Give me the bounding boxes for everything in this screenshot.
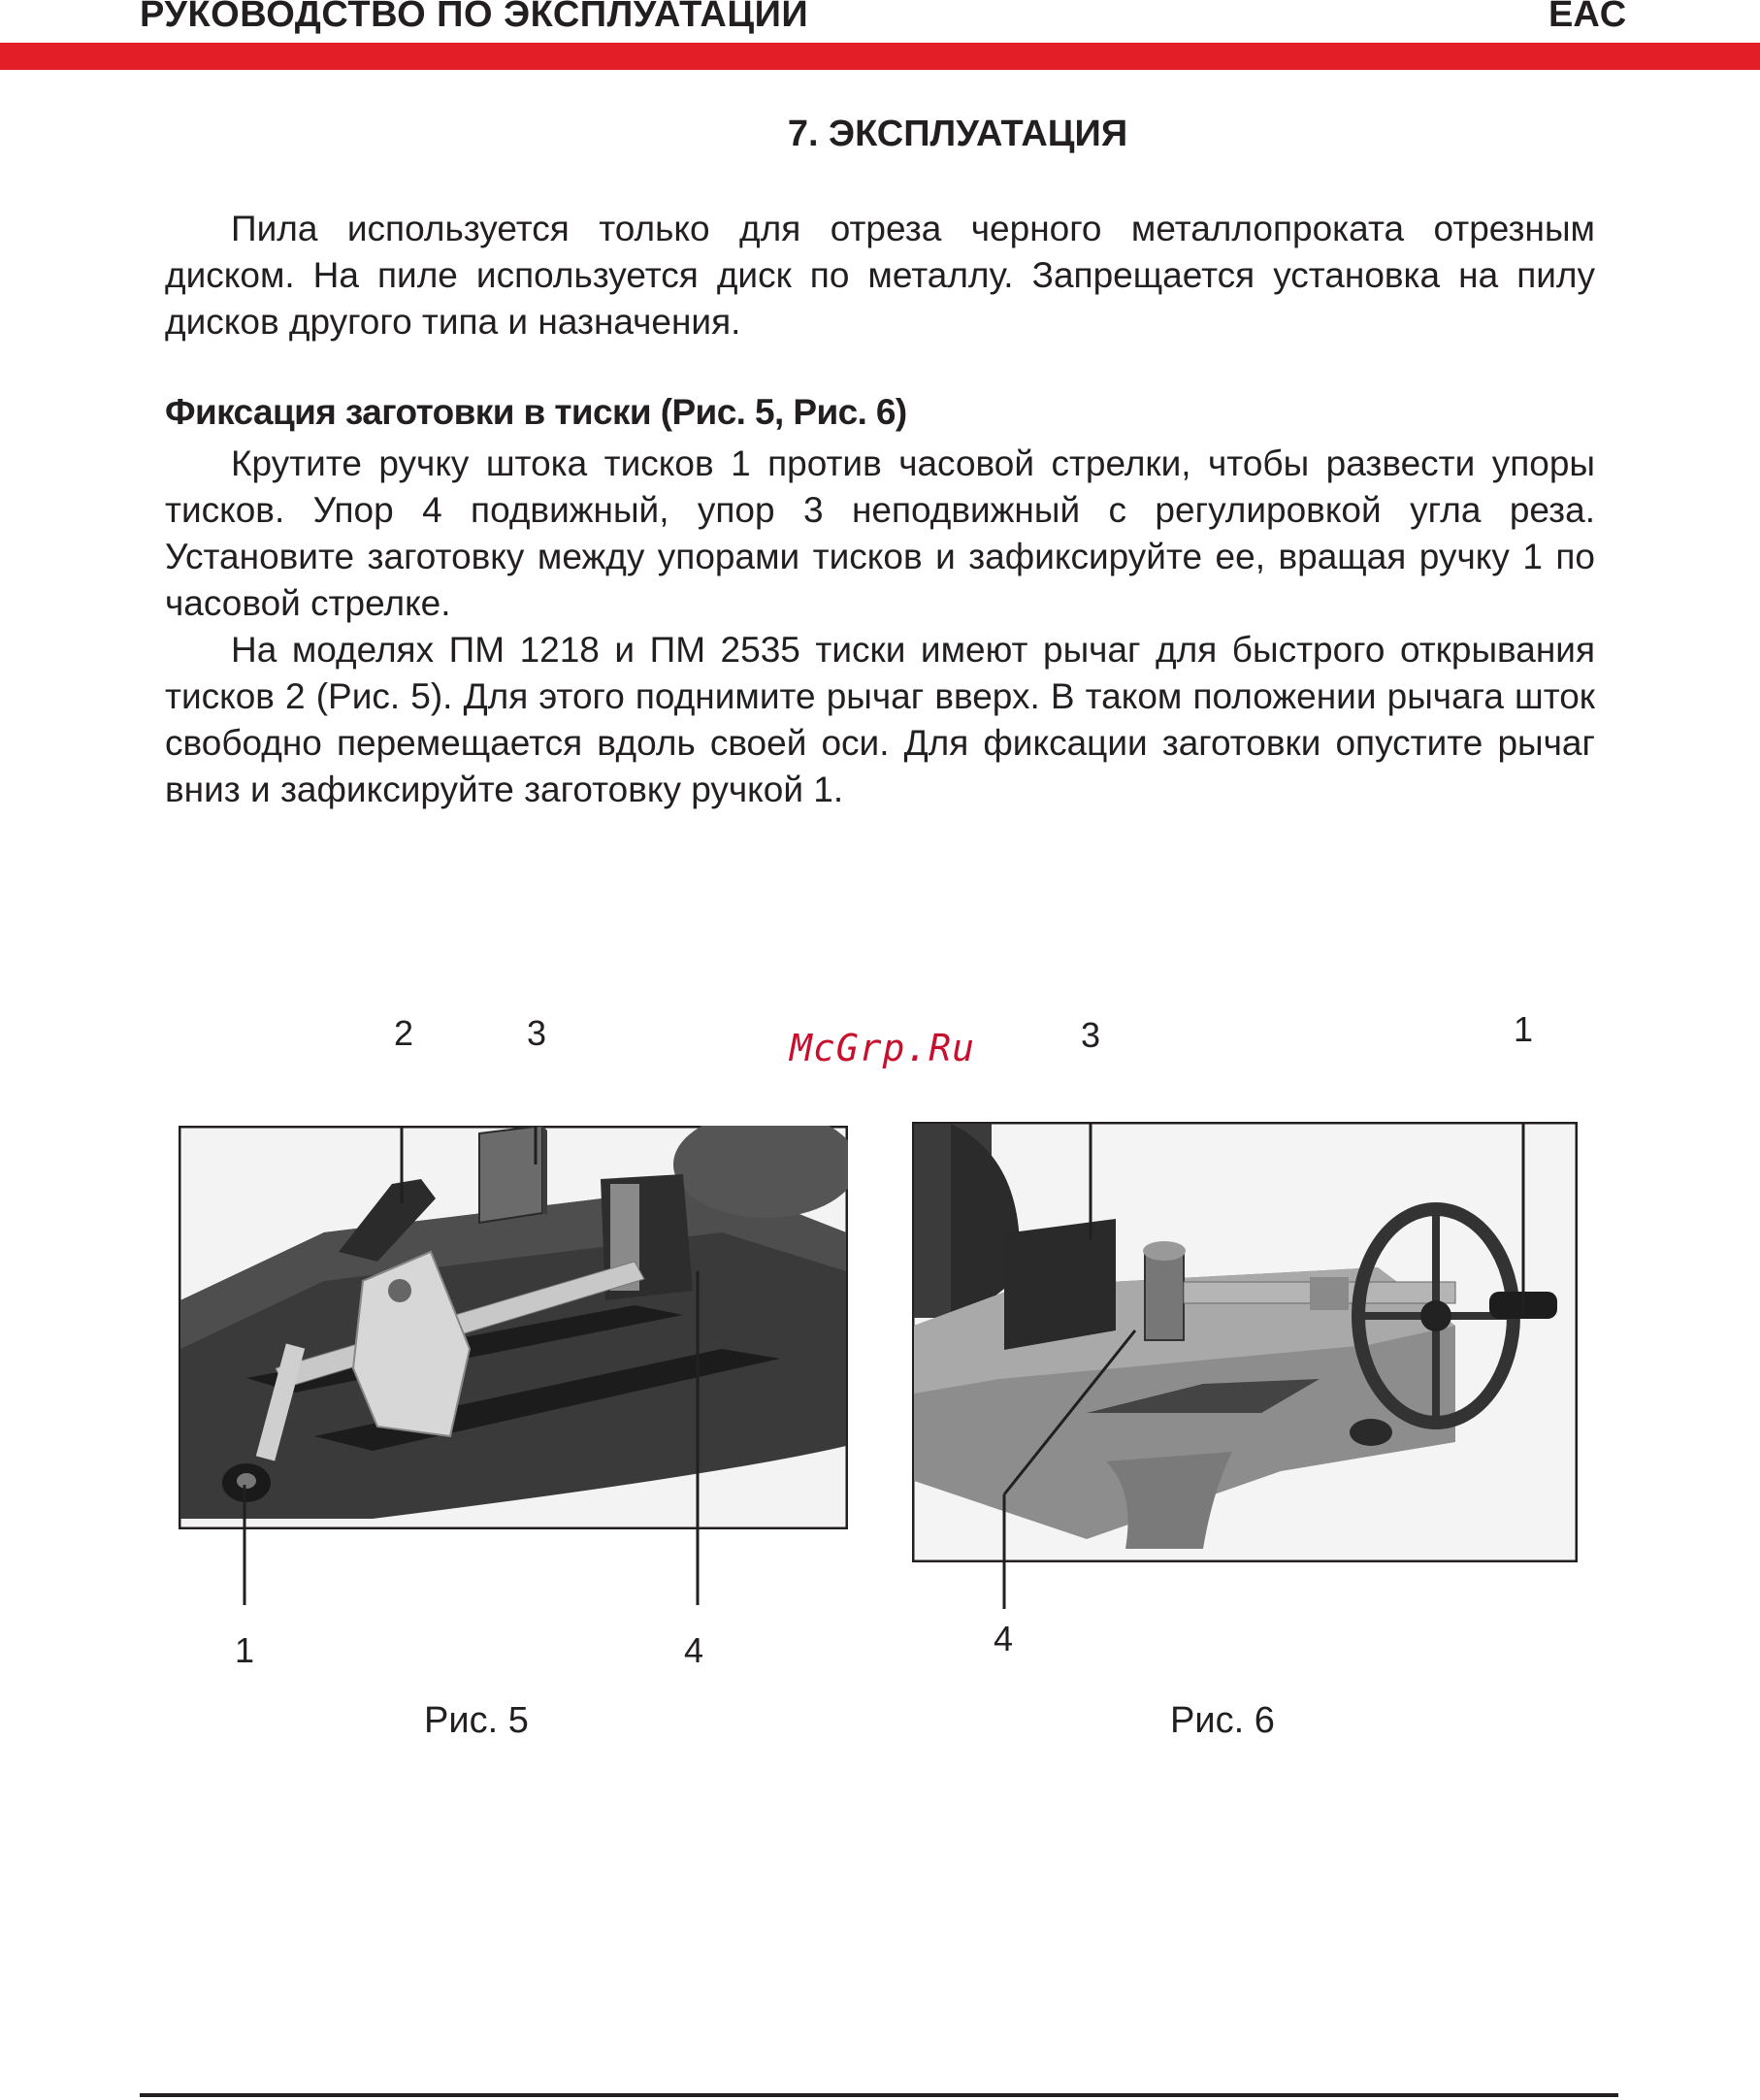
figure-5-caption: Рис. 5 <box>424 1700 529 1741</box>
intro-paragraph: Пила используется только для отреза черного металлопроката отрезным диском. На пиле используется диск по металлу. Запрещается установка на пилу дисков другого типа и назначения. <box>165 209 1595 342</box>
figure-5-leader-tails <box>179 1529 848 1607</box>
figure-6-illustration <box>912 1122 1578 1562</box>
footer-rule <box>140 2093 1618 2097</box>
fig6-callout-4: 4 <box>994 1619 1014 1658</box>
vise-subheading: Фиксация заготовки в тиски (Рис. 5, Рис. 6) <box>165 392 907 432</box>
figure-6-caption: Рис. 6 <box>1170 1700 1275 1741</box>
fig6-callout-1: 1 <box>1514 1009 1534 1049</box>
fig5-callout-2: 2 <box>394 1013 414 1053</box>
quick-release-paragraph: На моделях ПМ 1218 и ПМ 2535 тиски имеют рычаг для быстрого открывания тисков 2 (Рис. 5). Для этого поднимите рычаг вверх. В таком положении рычага шток свободно перемещается вдоль своей оси. Для фиксации заготовки опустите рычаг вниз и зафиксируйте заготовку ручкой 1. <box>165 630 1595 809</box>
fig5-callout-4: 4 <box>684 1630 704 1670</box>
fig6-callout-3: 3 <box>1081 1015 1101 1055</box>
fig5-callout-1: 1 <box>235 1630 255 1670</box>
figure-5-illustration <box>179 1126 848 1529</box>
figure-5-vise-photo <box>179 1126 848 1529</box>
vise-paragraph: Крутите ручку штока тисков 1 против часовой стрелки, чтобы развести упоры тисков. Упор 4 подвижный, упор 3 неподвижный с регулировкой угла реза. Установите заготовку между упорами тисков и зафиксируйте ее, вращая ручку 1 по часовой стрелке. <box>165 443 1595 623</box>
eac-certification-mark: EAC <box>1548 0 1627 35</box>
watermark: McGrp.Ru <box>790 1027 976 1069</box>
section-title: 7. ЭКСПЛУАТАЦИЯ <box>787 114 1128 154</box>
header-red-band <box>0 43 1760 70</box>
manual-header-title: РУКОВОДСТВО ПО ЭКСПЛУАТАЦИИ <box>140 0 809 35</box>
figure-6-vise-photo <box>912 1122 1578 1562</box>
fig5-callout-3: 3 <box>527 1013 547 1053</box>
